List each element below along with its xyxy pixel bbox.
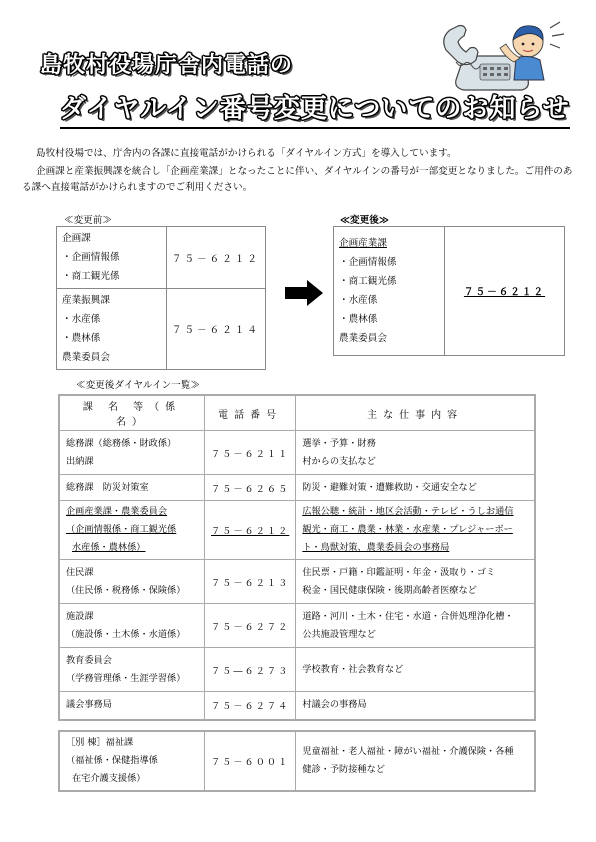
dept-line: 出納課 [66,455,94,467]
work-line: 道路・河川・土木・住宅・水道・合併処理浄化槽・ [302,610,514,622]
work-line: 住民票・戸籍・印鑑証明・年金・汲取り・ゴミ [302,566,496,578]
work-cell [296,560,535,604]
arrow-right-icon [285,280,323,306]
unit-name: ・水産係 [62,314,101,325]
dept-cell [59,501,205,560]
work-line: 健診・予防接種など [302,764,385,775]
table-row [59,501,535,560]
phone-call-icon [436,18,576,104]
dept-cell [59,692,205,720]
before-section-number: ７５－６２１４ [166,289,265,370]
dept-line: 総務課（総務係・財政係） [66,437,177,449]
work-cell [296,604,535,648]
unit-name: ・商工観光係 [339,276,397,287]
before-section-lines [57,289,167,370]
unit-name: ・水産係 [339,295,378,306]
header-tel: 電話番号 [205,395,296,431]
unit-name: ・企画情報係 [339,257,397,268]
dept-line: ［別 棟］福祉課 [66,737,134,748]
table-row [59,692,535,720]
work-line: 防災・避難対策・遭難救助・交通安全など [302,481,477,493]
header-work: 主な仕事内容 [296,395,535,431]
work-cell [296,692,535,720]
dept-name: 農業委員会 [62,352,110,363]
dept-cell [59,731,205,791]
dept-cell [59,475,205,501]
unit-name: ・商工観光係 [62,271,120,282]
dept-line: 企画産業課・農業委員会 [66,506,168,517]
dept-line: （住民係・税務係・保険係） [66,584,186,596]
tel-cell: ７５－６２１１ [205,431,296,475]
title-line-1: 島牧村役場庁舎内電話の [40,53,294,78]
intro-paragraph-2: 企画課と産業振興課を統合し「企画産業課」となったことに伴い、ダイヤルインの番号が一部変更となりました。ご用件のある課へ直接電話がかけられますのでご利用ください。 [22,166,573,193]
work-line: 税金・国民健康保険・後期高齢者医療など [302,584,477,596]
work-line: 学校教育・社会教育など [302,663,404,675]
unit-name: ・農林係 [339,314,378,325]
before-section-lines [57,227,167,289]
table-row [59,604,535,648]
dept-cell [59,431,205,475]
tel-cell: ７５－６２１３ [205,560,296,604]
dept-cell [59,604,205,648]
list-caption: ≪変更後ダイヤルイン一覧≫ [76,380,200,391]
dept-name: 産業振興課 [62,295,110,306]
dept-name: 企画課 [62,233,91,244]
work-line: 児童福祉・老人福祉・障がい福祉・介護保険・各種 [302,746,514,757]
after-section-lines [334,227,445,356]
tel-cell: ７５－６２６５ [205,475,296,501]
dept-cell [59,560,205,604]
work-line: 選挙・予算・財務 [302,437,376,449]
tel-cell: ７５－６２７４ [205,692,296,720]
work-line: 村議会の事務局 [302,699,367,711]
work-line: 村からの支払など [302,455,376,467]
tel-cell [205,501,296,560]
dept-name: 企画産業課 [339,238,387,249]
tel-cell: ７５―６２７３ [205,648,296,692]
tel-text: ７５－６２１２ [211,526,290,537]
work-cell [296,431,535,475]
work-line: 広報公聴・統計・地区会活動・テレビ・うしお通信 [302,506,514,517]
dept-line: 議会事務局 [66,699,112,711]
welfare-table [58,730,536,792]
before-section [57,289,266,370]
table-row [59,648,535,692]
unit-name: ・農林係 [62,333,101,344]
after-table [333,226,565,356]
work-cell [296,475,535,501]
title-line-2: ダイヤルイン番号変更についてのお知らせ [60,88,570,129]
dept-cell [59,648,205,692]
table-row [59,731,535,791]
dept-line: 住民課 [66,566,94,578]
dept-line: 水産係・農林係） [72,542,146,553]
before-table [56,226,266,370]
table-row [59,431,535,475]
work-line: 公共施設管理など [302,628,376,640]
before-section [57,227,266,289]
before-caption: ≪変更前≫ [64,215,112,226]
before-section-number: ７５－６２１２ [166,227,265,289]
dept-line: （企画情報係・商工観光係 [66,524,177,535]
dept-line: 総務課 防災対策室 [66,481,149,493]
unit-name: ・企画情報係 [62,252,120,263]
dept-line: （施設係・土木係・水道係） [66,628,186,640]
after-section [334,227,565,356]
dept-line: （福祉係・保健指導係 [66,755,158,766]
work-line: 観光・商工・農業・林業・水産業・プレジャーボート・鳥獣対策、農業委員会の事務局 [302,524,513,553]
table-row [59,475,535,501]
header-dept: 課 名 等（係 名） [59,395,205,431]
after-number-text: ７５－６２１２ [463,287,546,298]
after-caption: ≪変更後≫ [340,215,389,226]
after-section-number [445,227,565,356]
dept-line: （学務管理係・生涯学習係） [66,672,186,684]
dept-line: 施設課 [66,610,94,622]
table-row [59,560,535,604]
work-cell [296,648,535,692]
dial-in-table [58,394,536,721]
work-cell [296,731,535,791]
intro-paragraph-1: 島牧村役場では、庁舎内の各課に直接電話がかけられる「ダイヤルイン方式」を導入しています。 [36,148,457,159]
dept-line: 教育委員会 [66,654,112,666]
dept-line: 在宅介護支援係） [72,773,146,784]
work-cell [296,501,535,560]
tel-cell: ７５－６２７２ [205,604,296,648]
table-header-row [59,395,535,431]
tel-cell: ７５－６００１ [205,731,296,791]
dept-name: 農業委員会 [339,333,387,344]
